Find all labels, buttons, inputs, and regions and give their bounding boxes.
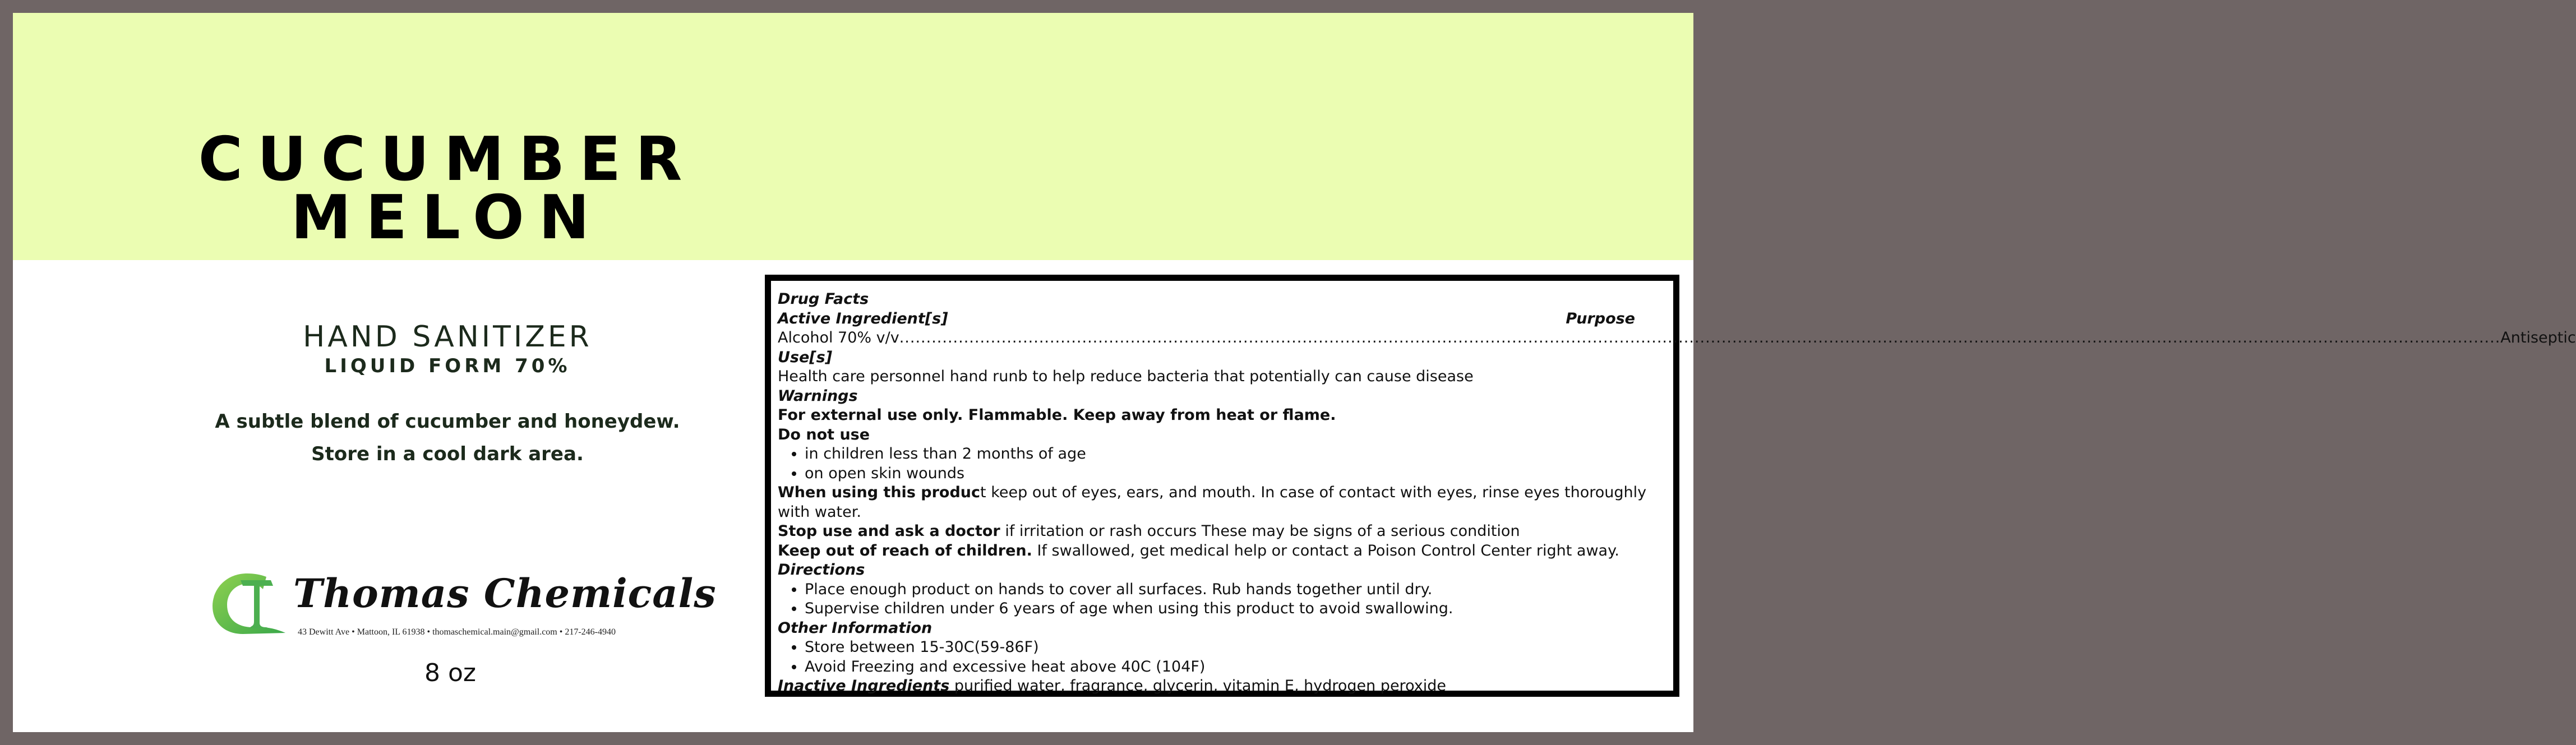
list-item: • Place enough product on hands to cover all surfaces. Rub hands together until dry. — [805, 580, 1666, 600]
other-info-list — [778, 638, 1666, 677]
net-size: 8 oz — [424, 659, 476, 687]
product-name — [114, 124, 781, 253]
active-ingredient-heading: Active Ingredient[s] — [778, 309, 948, 327]
list-item: • Avoid Freezing and excessive heat above 40C (104F) — [805, 658, 1666, 677]
tagline-line2: Store in a cool dark area. — [311, 443, 584, 465]
uses-text: Health care personnel hand runb to help reduce bacteria that potentially can cause disease — [778, 368, 1474, 385]
warnings-heading: Warnings — [778, 387, 858, 405]
stop-use-paragraph — [778, 522, 1666, 542]
do-not-use-list — [778, 445, 1666, 483]
list-item: • in children less than 2 months of age — [805, 445, 1666, 464]
list-item: • Store between 15-30C(59-86F) — [805, 638, 1666, 658]
tagline-line1: A subtle blend of cucumber and honeydew. — [215, 410, 680, 433]
do-not-use-heading: Do not use — [778, 425, 870, 443]
active-ingredient-header-row — [778, 309, 1666, 329]
active-ingredient: Alcohol 70% v/v — [778, 329, 899, 346]
tc-monogram-icon — [208, 568, 292, 641]
company-logo — [208, 568, 717, 646]
company-address: 43 Dewitt Ave • Mattoon, IL 61938 • thomaschemical.main@gmail.com • 217-246-4940 — [298, 627, 616, 637]
uses-heading: Use[s] — [778, 348, 833, 366]
active-ingredient-row — [778, 328, 2576, 348]
product-label — [13, 13, 2576, 732]
product-type: HAND SANITIZER — [303, 320, 592, 354]
product-tagline — [114, 405, 781, 470]
stop-use-text: if irritation or rash occurs These may be signs of a serious condition — [1000, 522, 1520, 540]
directions-heading: Directions — [778, 561, 865, 579]
purpose-value: Antiseptic — [2500, 329, 2576, 346]
when-using-text: t keep out of eyes, ears, and mouth. In case of contact with eyes, rinse eyes thoroughly with water. — [778, 484, 1647, 521]
keep-out-paragraph — [778, 542, 1666, 561]
inactive-ingredients-text: purified water, fragrance, glycerin, vitamin E, hydrogen peroxide — [949, 677, 1446, 695]
when-using-heading: When using this produc — [778, 484, 981, 501]
stop-use-heading: Stop use and ask a doctor — [778, 522, 1000, 540]
external-use-warning: For external use only. Flammable. Keep away from heat or flame. — [778, 406, 1336, 424]
product-name-line2: MELON — [290, 183, 604, 253]
product-form: LIQUID FORM 70% — [324, 355, 571, 377]
inactive-ingredients-paragraph — [778, 677, 1666, 696]
keep-out-heading: Keep out of reach of children. — [778, 542, 1032, 559]
company-name: Thomas Chemicals — [293, 570, 717, 617]
directions-list — [778, 580, 1666, 619]
purpose-heading: Purpose — [1566, 309, 1635, 327]
list-item: • on open skin wounds — [805, 464, 1666, 484]
inactive-ingredients-heading: Inactive Ingredients — [778, 677, 950, 695]
when-using-paragraph — [778, 483, 1666, 522]
product-name-line1: CUCUMBER — [198, 124, 697, 195]
dot-leader: .......................................................................................................................................................................................................................................................................................................... — [899, 329, 2501, 346]
drug-facts-title: Drug Facts — [778, 290, 869, 308]
list-item: • Supervise children under 6 years of age when using this product to avoid swallowing. — [805, 599, 1666, 619]
other-info-heading: Other Information — [778, 619, 932, 637]
drug-facts-panel — [765, 275, 2576, 697]
keep-out-text: If swallowed, get medical help or contact a Poison Control Center right away. — [1032, 542, 1619, 559]
